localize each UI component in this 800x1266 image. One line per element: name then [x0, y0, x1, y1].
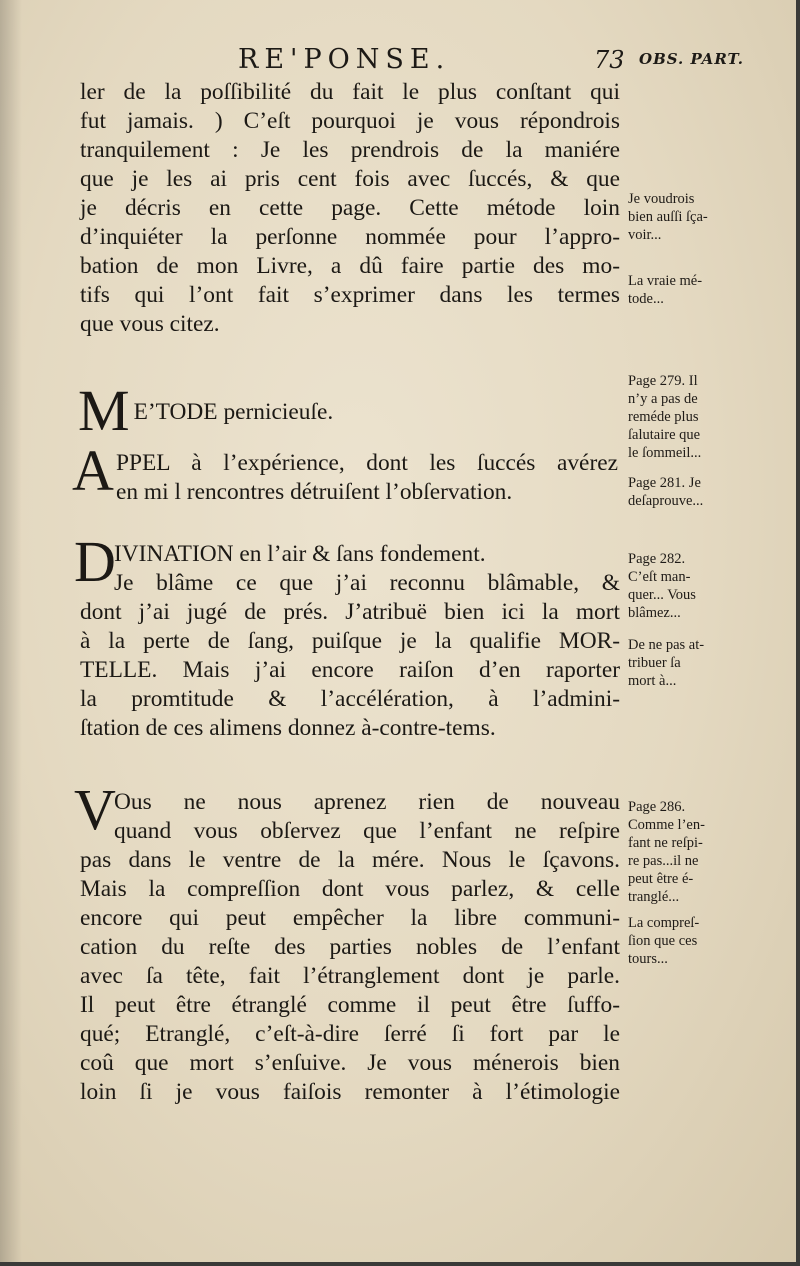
text-line: bation de mon Livre, a dû faire partie des mo-: [80, 253, 620, 279]
section-heading: E’TODE pernicieuſe.: [133, 399, 334, 425]
margin-line: Page 281. Je: [628, 475, 701, 491]
section-divination: [74, 529, 620, 743]
margin-note-4: [628, 474, 768, 510]
section-vous: [74, 777, 620, 1107]
text-line: TELLE. Mais j’ai encore raiſon d’en raporter: [80, 657, 620, 683]
margin-note-8: [628, 914, 768, 968]
margin-note-3: [628, 372, 768, 462]
text-line: coû que mort s’enſuive. Je vous ménerois bien: [80, 1050, 620, 1076]
text-line: loin ſi je vous faiſois remonter à l’étimologie: [80, 1079, 620, 1105]
margin-line: C’eſt man-: [628, 569, 691, 585]
margin-line: La compreſ-: [628, 915, 700, 931]
header-title: RE'PONSE.: [238, 44, 451, 75]
text-line: IVINATION en l’air & ſans fondement.: [114, 541, 486, 567]
margin-line: tours...: [628, 951, 668, 967]
margin-line: quer... Vous: [628, 587, 696, 603]
margin-line: tranglé...: [628, 889, 680, 905]
margin-line: fant ne reſpi-: [628, 835, 703, 851]
margin-line: le ſommeil...: [628, 445, 702, 461]
text-line: ſtation de ces alimens donnez à-contre-tems.: [80, 715, 496, 741]
page-number: 73: [594, 46, 625, 74]
margin-line: peut être é-: [628, 871, 694, 887]
margin-line: blâmez...: [628, 605, 681, 621]
margin-line: La vraie mé-: [628, 273, 703, 289]
text-line: Mais la compreſſion dont vous parlez, & celle: [80, 876, 620, 902]
margin-note-7: [628, 798, 768, 906]
margin-line: Je voudrois: [628, 191, 695, 207]
drop-cap: M: [78, 378, 130, 443]
margin-line: Page 286.: [628, 799, 686, 815]
text-line: la promtitude & l’accélération, à l’admini-: [80, 686, 620, 712]
margin-line: voir...: [628, 227, 662, 243]
text-line: fut jamais. ) C’eſt pourquoi je vous répondrois: [80, 108, 620, 134]
text-line: qué; Etranglé, c’eſt-à-dire ſerré ſi fort par le: [80, 1021, 620, 1047]
text-line: encore qui peut empêcher la libre communi-: [80, 905, 620, 931]
margin-note-1: [628, 190, 768, 244]
text-line: que vous citez.: [80, 311, 220, 337]
page-spine-shadow: [0, 0, 22, 1262]
text-line: avec ſa tête, fait l’étranglement dont je parle.: [80, 963, 620, 989]
section-metode: [78, 378, 638, 443]
margin-line: Page 282.: [628, 551, 686, 567]
margin-line: n’y a pas de: [628, 391, 698, 407]
section-appel: [72, 438, 618, 507]
text-line: cation du reſte des parties nobles de l’enfant: [80, 934, 620, 960]
margin-line: reméde plus: [628, 409, 699, 425]
margin-line: tribuer ſa: [628, 655, 681, 671]
text-line: d’inquiéter la perſonne nommée pour l’appro-: [80, 224, 620, 250]
text-line: que je les ai pris cent fois avec ſuccés, & que: [80, 166, 620, 192]
text-line: Je blâme ce que j’ai reconnu blâmable, &: [114, 570, 620, 596]
text-line: je décris en cette page. Cette métode loin: [80, 195, 620, 221]
margin-line: ſion que ces: [628, 933, 698, 949]
margin-line: re pas...il ne: [628, 853, 699, 869]
text-line: pas dans le ventre de la mére. Nous le ſçavons.: [80, 847, 620, 873]
margin-line: mort à...: [628, 673, 677, 689]
drop-cap: V: [74, 777, 116, 842]
margin-line: tode...: [628, 291, 664, 307]
margin-line: deſaprouve...: [628, 493, 704, 509]
header-running-note: OBS. PART.: [639, 50, 744, 68]
text-line: PPEL à l’expérience, dont les ſuccés avérez: [116, 450, 618, 476]
margin-line: Comme l’en-: [628, 817, 705, 833]
text-line: ler de la poſſibilité du fait le plus conſtant qui: [80, 79, 620, 105]
margin-line: Page 279. Il: [628, 373, 698, 389]
margin-line: De ne pas at-: [628, 637, 705, 653]
paragraph-1: [80, 78, 620, 339]
margin-note-5: [628, 550, 768, 622]
text-line: quand vous obſervez que l’enfant ne reſpire: [114, 818, 620, 844]
text-line: en mi l rencontres détruiſent l’obſervation.: [116, 479, 513, 505]
margin-note-6: [628, 636, 768, 690]
margin-note-2: [628, 272, 768, 308]
text-line: dont j’ai jugé de prés. J’atribuë bien ici la mort: [80, 599, 620, 625]
text-line: Il peut être étranglé comme il peut être ſuffo-: [80, 992, 620, 1018]
margin-line: ſalutaire que: [628, 427, 701, 443]
text-line: tranquilement : Je les prendrois de la maniére: [80, 137, 620, 163]
margin-line: bien auſſi ſça-: [628, 209, 708, 225]
drop-cap: A: [72, 438, 114, 503]
text-line: à la perte de ſang, puiſque je la qualifie MOR-: [80, 628, 620, 654]
text-line: tifs qui l’ont fait s’exprimer dans les termes: [80, 282, 620, 308]
text-line: Ous ne nous aprenez rien de nouveau: [114, 789, 620, 815]
drop-cap: D: [74, 529, 116, 594]
